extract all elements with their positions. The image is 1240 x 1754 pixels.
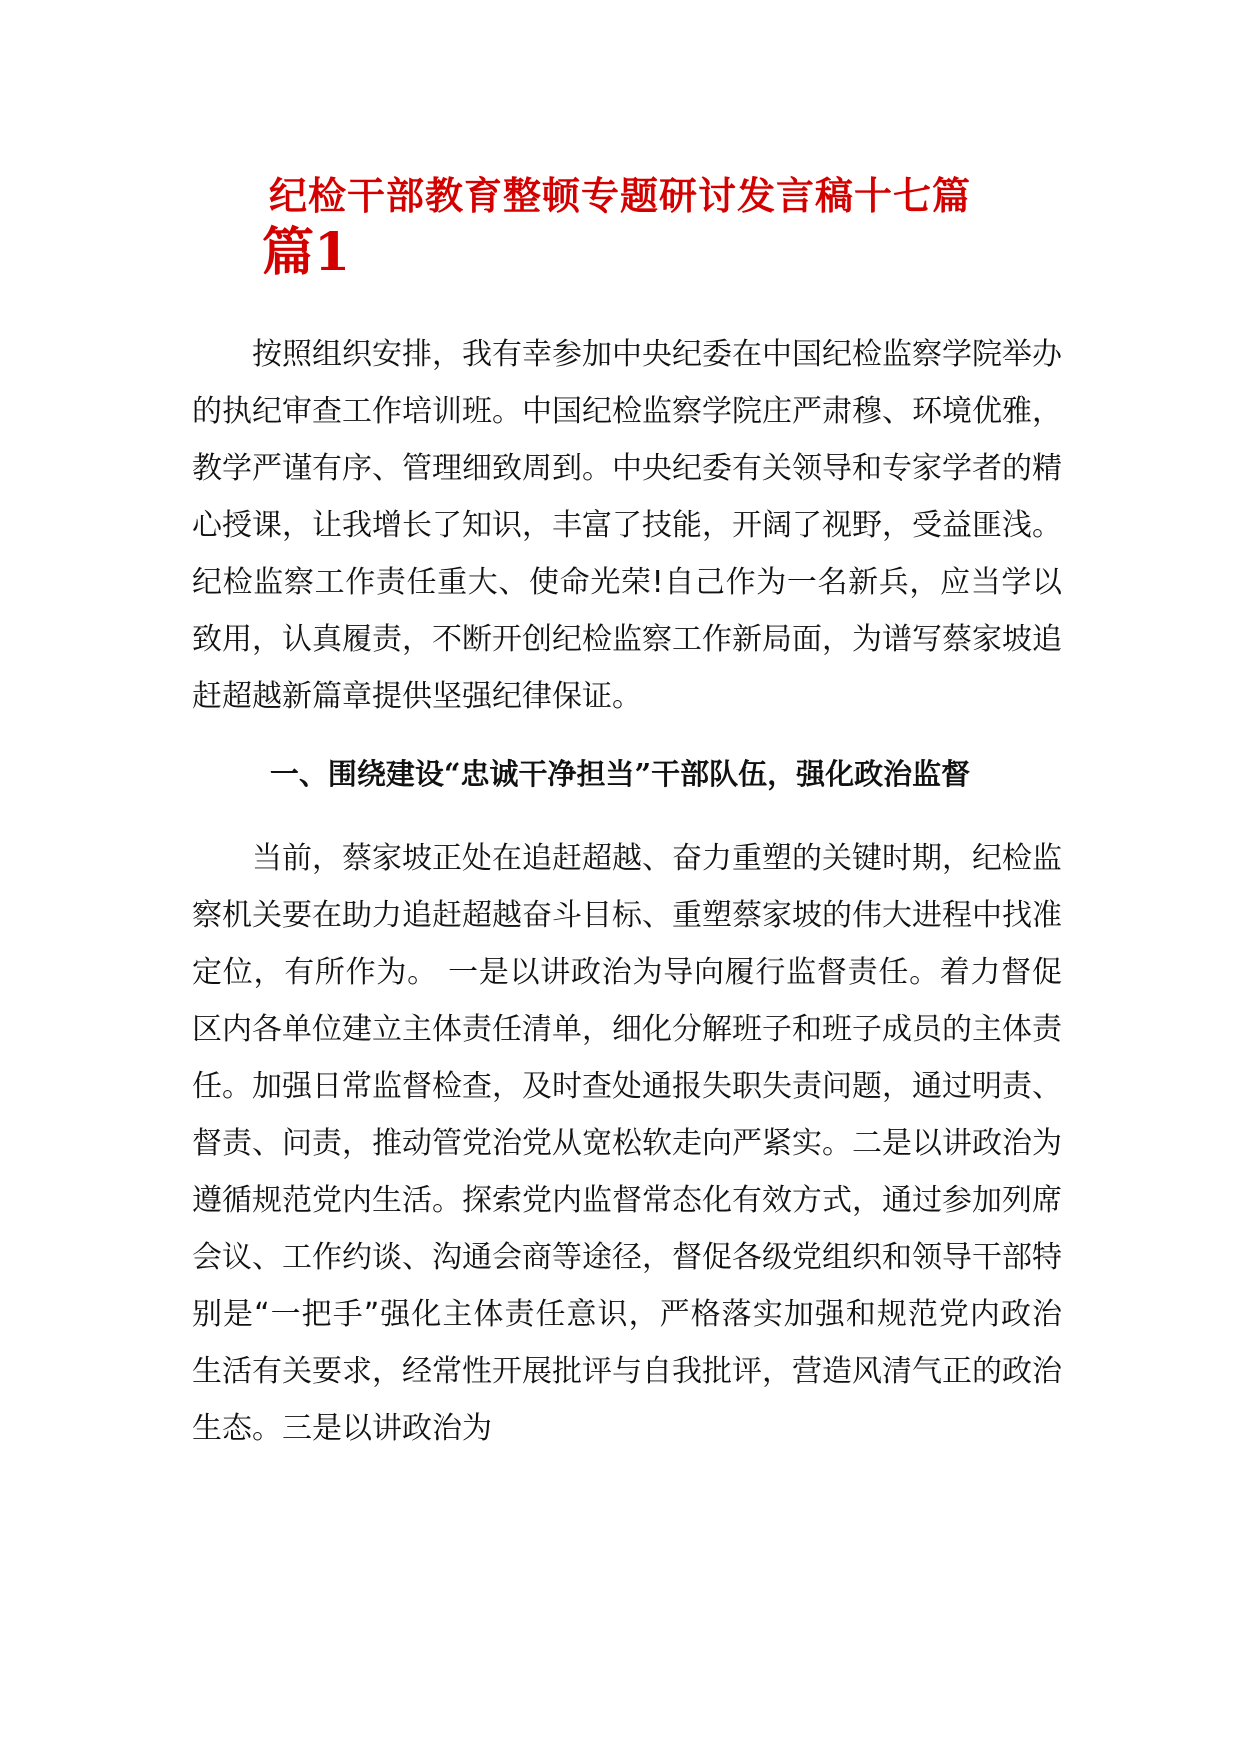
document-title: 纪检干部教育整顿专题研讨发言稿十七篇 (268, 173, 971, 218)
paragraph-section-one: 当前，蔡家坡正处在追赶超越、奋力重塑的关键时期，纪检监察机关要在助力追赶超越奋斗目标、重塑蔡家坡的伟大进程中找准定位，有所作为。 一是以讲政治为导向履行监督责任。着力督促区内各单位建立主体责任清单，细化分解班子和班子成员的主体责任。加强日常监督检查，及时查处通报失职失责问题，通过明责、督责、问责，推动管党治党从宽松软走向严紧实。二是以讲政治为遵循规范党内生活。探索党内监督常态化有效方式，通过参加列席会议、工作约谈、沟通会商等途径，督促各级党组织和领导干部特别是“一把手”强化主体责任意识，严格落实加强和规范党内政治生活有关要求，经常性开展批评与自我批评，营造风清气正的政治生态。三是以讲政治为 (192, 841, 1062, 1446)
section-heading: 一、围绕建设“忠诚干净担当”干部队伍，强化政治监督 (269, 757, 971, 791)
chapter-label: 篇1 (262, 222, 351, 283)
paragraph-intro: 按照组织安排，我有幸参加中央纪委在中国纪检监察学院举办的执纪审查工作培训班。中国纪检监察学院庄严肃穆、环境优雅，教学严谨有序、管理细致周到。中央纪委有关领导和专家学者的精心授课，让我增长了知识，丰富了技能，开阔了视野，受益匪浅。纪检监察工作责任重大、使命光荣!自己作为一名新兵，应当学以致用，认真履责，不断开创纪检监察工作新局面，为谱写蔡家坡追赶超越新篇章提供坚强纪律保证。 (192, 337, 1062, 714)
